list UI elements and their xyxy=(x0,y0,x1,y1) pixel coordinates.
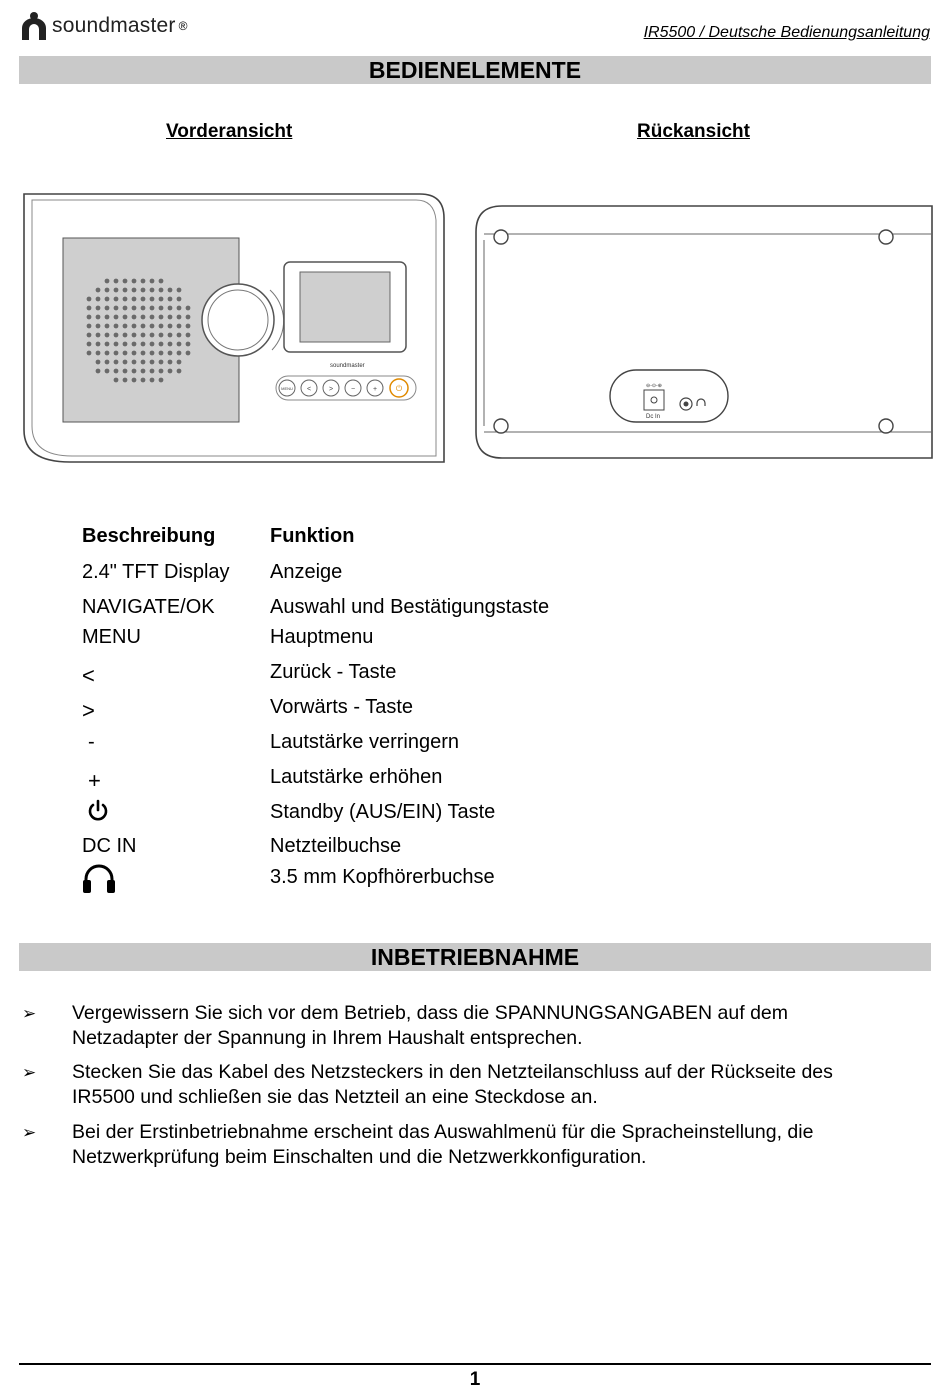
front-power-button-label: ⏻ xyxy=(395,384,403,393)
soundmaster-logo-icon xyxy=(20,10,48,42)
footer-divider xyxy=(19,1363,931,1365)
list-item-line: Netzadapter der Spannung in Ihrem Haushalt entsprechen. xyxy=(72,1027,583,1049)
section-title: BEDIENELEMENTE xyxy=(368,56,582,83)
list-item-line: Netzwerkprüfung beim Einschalten und die Netzwerkkonfiguration. xyxy=(72,1146,647,1168)
row-description: - xyxy=(88,731,95,753)
front-forward-button-label: > xyxy=(328,386,334,393)
rear-view-label: Rückansicht xyxy=(637,121,750,142)
arrow-bullet-icon: ➢ xyxy=(22,1004,37,1023)
headphones-icon xyxy=(82,864,116,900)
registered-mark: ® xyxy=(178,19,188,33)
front-menu-button-label: MENU xyxy=(281,386,293,391)
row-function: 3.5 mm Kopfhörerbuchse xyxy=(270,866,495,888)
front-view-illustration xyxy=(20,190,450,470)
row-function: Lautstärke verringern xyxy=(270,731,459,753)
page-number: 1 xyxy=(469,1369,481,1390)
section-title: INBETRIEBNAHME xyxy=(370,943,580,970)
front-view-label: Vorderansicht xyxy=(166,121,293,142)
column-header-function: Funktion xyxy=(270,525,355,547)
rear-dc-label: Dc In xyxy=(646,414,661,420)
front-minus-button-label: − xyxy=(350,386,356,393)
front-plus-button-label: + xyxy=(372,386,378,393)
section-heading-controls xyxy=(19,56,931,84)
brand-logo xyxy=(20,8,187,44)
row-function: Auswahl und Bestätigungstaste xyxy=(270,596,550,618)
row-function: Anzeige xyxy=(270,561,343,583)
arrow-bullet-icon: ➢ xyxy=(22,1123,37,1142)
rear-polarity-mark: ⊖-⊙-⊕ xyxy=(646,383,662,389)
row-function: Vorwärts - Taste xyxy=(270,696,414,718)
row-description: NAVIGATE/OK xyxy=(82,596,215,618)
front-brand-label: soundmaster xyxy=(330,363,365,369)
row-description: < xyxy=(82,663,95,688)
list-item-line: IR5500 und schließen sie das Netzteil an eine Steckdose an. xyxy=(72,1086,598,1108)
list-item-line: Vergewissern Sie sich vor dem Betrieb, dass die SPANNUNGSANGABEN auf dem xyxy=(72,1002,789,1024)
rear-view-illustration xyxy=(470,200,940,470)
front-back-button-label: < xyxy=(306,386,312,393)
arrow-bullet-icon: ➢ xyxy=(22,1063,37,1082)
row-function: Netzteilbuchse xyxy=(270,835,402,857)
row-function: Standby (AUS/EIN) Taste xyxy=(270,801,496,823)
row-description: DC IN xyxy=(82,835,137,857)
column-header-description: Beschreibung xyxy=(82,525,216,547)
power-icon xyxy=(86,799,110,829)
list-item-line: Stecken Sie das Kabel des Netzsteckers in den Netzteilanschluss auf der Rückseite des xyxy=(72,1061,833,1083)
document-title: IR5500 / Deutsche Bedienungsanleitung xyxy=(643,24,930,41)
row-function: Hauptmenu xyxy=(270,626,374,648)
row-description: 2.4" TFT Display xyxy=(82,561,230,583)
row-function: Lautstärke erhöhen xyxy=(270,766,443,788)
row-function: Zurück - Taste xyxy=(270,661,397,683)
row-description: + xyxy=(88,768,101,793)
section-heading-setup xyxy=(19,943,931,971)
row-description: > xyxy=(82,698,95,723)
list-item-line: Bei der Erstinbetriebnahme erscheint das Auswahlmenü für die Spracheinstellung, die xyxy=(72,1121,814,1143)
row-description: MENU xyxy=(82,626,141,648)
brand-name: soundmaster xyxy=(52,14,176,37)
